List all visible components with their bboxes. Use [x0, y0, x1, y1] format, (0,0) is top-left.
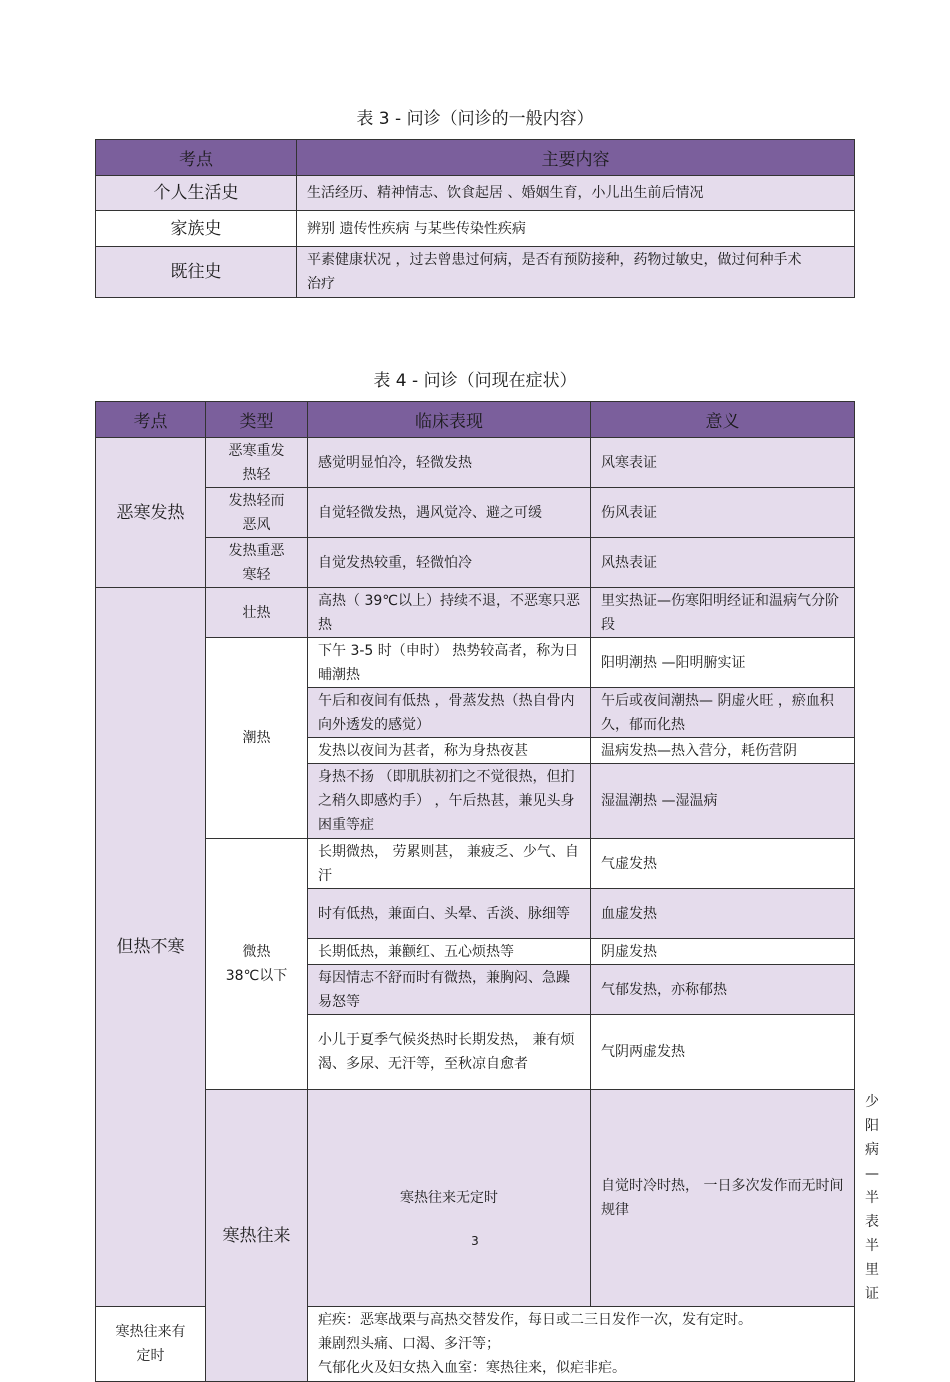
t4-clinical-7: 发热以夜间为甚者，称为身热夜甚 — [308, 738, 591, 764]
t4-type-2: 发热轻而恶风 — [206, 488, 308, 538]
t4-meaning-12: 气郁发热，亦称郁热 — [591, 965, 855, 1015]
page-number: 3 — [471, 1234, 479, 1248]
t4-clinical-2: 自觉轻微发热，遇风觉冷、避之可缓 — [308, 488, 591, 538]
table4: 考点 类型 临床表现 意义 恶寒发热 恶寒重发热轻 感觉明显怕冷，轻微发热 风寒表证 发热轻而恶风 自觉轻微发热，遇风觉冷、避之可缓 伤风表证 发热重恶寒轻 自觉发热较重，轻微怕冷 风热表证 但热不寒 壮热 高热（ 39℃以上）持续不退，不恶寒只恶热 里实热证—伤寒阳明经证和温病气分阶段 潮热 下午 3-5 时（申时） 热势较高者，称为日晡潮热 阳明潮热 —阳明腑实证 午后和夜间有低热 ，骨蒸发热（热自骨内向外透发的感觉） 午后或夜间潮热— 阴虚火旺 ，瘀血积久，郁而化热 发热以夜间为甚者，称为身热夜甚 温病发热—热入营分，耗伤营阴 身热不扬 （即肌肤初扪之不觉很热，但扪之稍久即感灼手） ，午后热甚，兼见头身困重等症 湿温潮热 —湿温病 微热 38℃以下 长期微热， 劳累则甚， 兼疲乏、少气、自汗 气虚发热 时有低热，兼面白、头晕、舌淡、脉细等 血虚发热 长期低热，兼颧红、五心烦热等 阴虚发热 每因情志不舒而时有微热，兼胸闷、急躁易怒等 气郁发热，亦称郁热 小儿于夏季气候炎热时长期发热， 兼有烦渴、多尿、无汗等，至秋凉自愈者 气阴两虚发热 寒热往来 寒热往来无定时 自觉时冷时热， 一日多次发作而无时间规律 少阳病—半表半里证 寒热往来有定时 疟疾：恶寒战栗与高热交替发作，每日或二三日发作一次，发有定时。 兼剧烈头痛、口渴、多汗等； 气郁化火及妇女热入血室：寒热往来，似疟非疟。 — [95, 401, 855, 1382]
table3-title: 表 3 - 问诊（问诊的一般内容） — [356, 109, 594, 129]
t4-clinical-3: 自觉发热较重，轻微怕冷 — [308, 538, 591, 588]
t4-type-6 — [206, 839, 308, 1090]
t4-clinical-4: 高热（ 39℃以上）持续不退，不恶寒只恶热 — [308, 588, 591, 638]
t4-clinical-9: 长期微热， 劳累则甚， 兼疲乏、少气、自汗 — [308, 839, 591, 889]
t4-malaria-cell — [308, 1307, 855, 1382]
t4-type-3: 发热重恶寒轻 — [206, 538, 308, 588]
t4-malaria-line-2: 兼剧烈头痛、口渴、多汗等； — [318, 1336, 500, 1352]
t4-malaria-line-1: 疟疾：恶寒战栗与高热交替发作，每日或二三日发作一次，发有定时。 — [318, 1312, 752, 1328]
t3-row3-content: 平素健康状况 ，过去曾患过何病，是否有预防接种，药物过敏史，做过何种手术治疗 — [297, 247, 855, 298]
t4-type-4: 壮热 — [206, 588, 308, 638]
t4-clinical-11: 长期低热，兼颧红、五心烦热等 — [308, 939, 591, 965]
t3-row1-point: 个人生活史 — [96, 176, 297, 211]
t4-meaning-6: 午后或夜间潮热— 阴虚火旺 ，瘀血积久，郁而化热 — [591, 688, 855, 738]
t4-clinical-14: 自觉时冷时热， 一日多次发作而无时间规律 — [591, 1090, 855, 1307]
t4-malaria-line-3: 气郁化火及妇女热入血室：寒热往来，似疟非疟。 — [318, 1360, 626, 1376]
t4-header-clinical: 临床表现 — [308, 402, 591, 438]
t3-row1-content: 生活经历、精神情志、饮食起居 、婚姻生育，小儿出生前后情况 — [297, 176, 855, 211]
t4-meaning-1: 风寒表证 — [591, 438, 855, 488]
t4-meaning-11: 阴虚发热 — [591, 939, 855, 965]
t3-row2-content: 辨别 遗传性疾病 与某些传染性疾病 — [297, 211, 855, 247]
t4-header-type: 类型 — [206, 402, 308, 438]
table3 — [95, 139, 855, 298]
t4-meaning-8: 湿温潮热 —湿温病 — [591, 764, 855, 839]
t4-clinical-6: 午后和夜间有低热 ，骨蒸发热（热自骨内向外透发的感觉） — [308, 688, 591, 738]
t4-type-1: 恶寒重发热轻 — [206, 438, 308, 488]
t3-header-content: 主要内容 — [297, 140, 855, 176]
t4-group-fever-only: 但热不寒 — [96, 588, 206, 1307]
t4-type-7: 寒热往来无定时 — [308, 1090, 591, 1307]
t3-row2-point: 家族史 — [96, 211, 297, 247]
t3-header-point: 考点 — [96, 140, 297, 176]
t4-meaning-3: 风热表证 — [591, 538, 855, 588]
t4-meaning-2: 伤风表证 — [591, 488, 855, 538]
t3-row3-point: 既往史 — [96, 247, 297, 298]
t4-type-6-name: 微热 — [242, 944, 271, 960]
t4-type-5: 潮热 — [206, 638, 308, 839]
t4-group-alternating: 寒热往来 — [206, 1090, 308, 1382]
t4-clinical-8: 身热不扬 （即肌肤初扪之不觉很热，但扪之稍久即感灼手） ，午后热甚，兼见头身困重等症 — [308, 764, 591, 839]
t4-meaning-13: 气阴两虚发热 — [591, 1015, 855, 1090]
t4-group-chills-fever: 恶寒发热 — [96, 438, 206, 588]
table4-title: 表 4 - 问诊（问现在症状） — [373, 371, 577, 391]
t4-clinical-1: 感觉明显怕冷，轻微发热 — [308, 438, 591, 488]
t4-clinical-10: 时有低热，兼面白、头晕、舌淡、脉细等 — [308, 889, 591, 939]
t4-meaning-7: 温病发热—热入营分，耗伤营阴 — [591, 738, 855, 764]
t4-meaning-4: 里实热证—伤寒阳明经证和温病气分阶段 — [591, 588, 855, 638]
t4-type-8: 寒热往来有定时 — [96, 1307, 206, 1382]
t4-type-6-range: 38℃以下 — [225, 968, 288, 984]
t4-header-point: 考点 — [96, 402, 206, 438]
t4-clinical-13: 小儿于夏季气候炎热时长期发热， 兼有烦渴、多尿、无汗等，至秋凉自愈者 — [308, 1015, 591, 1090]
t4-clinical-5: 下午 3-5 时（申时） 热势较高者，称为日晡潮热 — [308, 638, 591, 688]
t4-meaning-9: 气虚发热 — [591, 839, 855, 889]
t4-meaning-5: 阳明潮热 —阳明腑实证 — [591, 638, 855, 688]
t4-clinical-12: 每因情志不舒而时有微热，兼胸闷、急躁易怒等 — [308, 965, 591, 1015]
t4-header-meaning: 意义 — [591, 402, 855, 438]
t4-meaning-10: 血虚发热 — [591, 889, 855, 939]
